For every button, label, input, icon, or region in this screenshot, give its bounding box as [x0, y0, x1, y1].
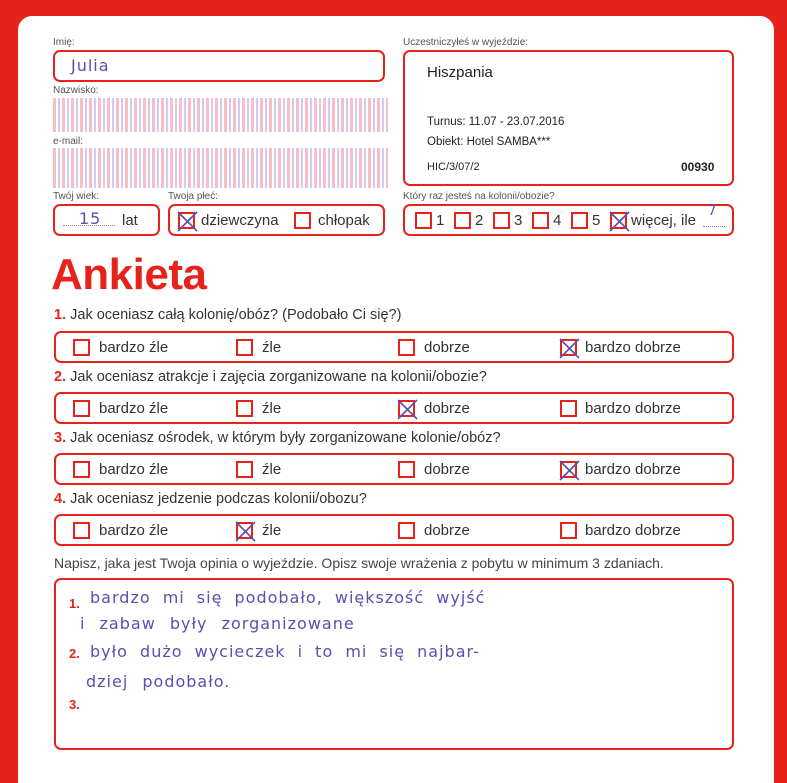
check-mark-icon: [609, 211, 630, 232]
q2-checkbox-bardzo-dobrze[interactable]: [560, 400, 577, 417]
question-3-number: 3.: [54, 430, 67, 446]
opinion-number-2: 2.: [69, 646, 80, 661]
q4-checkbox-bardzo-dobrze[interactable]: [560, 522, 577, 539]
question-4: [54, 491, 367, 507]
q2-option-zle: źle: [262, 400, 282, 417]
times-label: Który raz jesteś na kolonii/obozie?: [403, 191, 555, 202]
trip-number: 00930: [681, 160, 715, 174]
check-mark-icon: [559, 460, 580, 481]
email-redacted: [53, 148, 388, 188]
email-label: e-mail:: [53, 136, 84, 147]
q1-option-bardzo-dobrze: bardzo dobrze: [585, 339, 681, 356]
plec-label: Twoja płeć:: [168, 191, 219, 202]
plec-checkbox-chlopak[interactable]: [294, 212, 311, 229]
q4-option-dobrze: dobrze: [424, 522, 470, 539]
opinion-line-3: było dużo wycieczek i to mi się najbar-: [90, 642, 480, 661]
wiek-label: Twój wiek:: [53, 191, 100, 202]
imie-field[interactable]: [53, 50, 385, 82]
question-1-answers: [54, 331, 734, 363]
opinion-line-2: i zabaw były zorganizowane: [80, 614, 355, 633]
nazwisko-redacted: [53, 98, 388, 132]
check-mark-icon: [397, 399, 418, 420]
question-4-text: Jak oceniasz jedzenie podczas kolonii/obozu?: [70, 491, 367, 507]
times-checkbox-1[interactable]: [415, 212, 432, 229]
times-option-3: 3: [514, 212, 523, 229]
q2-option-bardzo-dobrze: bardzo dobrze: [585, 400, 681, 417]
q4-checkbox-zle[interactable]: [236, 522, 253, 539]
times-option-5: 5: [592, 212, 601, 229]
check-mark-icon: [177, 211, 198, 232]
opinion-line-1: bardzo mi się podobało, większość wyjść: [90, 588, 486, 607]
q4-option-bardzo-dobrze: bardzo dobrze: [585, 522, 681, 539]
trip-obiekt: Obiekt: Hotel SAMBA***: [427, 136, 551, 148]
trip-turnus: Turnus: 11.07 - 23.07.2016: [427, 116, 565, 128]
q2-checkbox-dobrze[interactable]: [398, 400, 415, 417]
trip-destination: Hiszpania: [427, 64, 493, 81]
question-1-number: 1.: [54, 307, 67, 323]
check-mark-icon: [559, 338, 580, 359]
trip-box: [403, 50, 734, 186]
times-dotted-line: [703, 226, 725, 227]
times-checkbox-5[interactable]: [571, 212, 588, 229]
times-option-4: 4: [553, 212, 562, 229]
times-checkbox-3[interactable]: [493, 212, 510, 229]
q1-checkbox-zle[interactable]: [236, 339, 253, 356]
times-checkbox-4[interactable]: [532, 212, 549, 229]
survey-title: Ankieta: [51, 250, 207, 299]
question-3: [54, 430, 501, 446]
trip-label: Uczestniczyłeś w wyjeździe:: [403, 37, 529, 48]
opinion-textarea[interactable]: [54, 578, 734, 750]
trip-code: HIC/3/07/2: [427, 161, 480, 173]
times-option-1: 1: [436, 212, 445, 229]
question-2-answers: [54, 392, 734, 424]
q3-checkbox-zle[interactable]: [236, 461, 253, 478]
q2-checkbox-bardzo-zle[interactable]: [73, 400, 90, 417]
question-3-answers: [54, 453, 734, 485]
plec-option-chlopak: chłopak: [318, 212, 370, 229]
q3-checkbox-bardzo-dobrze[interactable]: [560, 461, 577, 478]
question-3-text: Jak oceniasz ośrodek, w którym były zorganizowane kolonie/obóz?: [70, 430, 501, 446]
times-group: [403, 204, 734, 236]
plec-group: [168, 204, 385, 236]
q3-option-bardzo-zle: bardzo źle: [99, 461, 169, 478]
times-checkbox-2[interactable]: [454, 212, 471, 229]
q4-option-zle: źle: [262, 522, 282, 539]
question-4-number: 4.: [54, 491, 67, 507]
q1-checkbox-bardzo-dobrze[interactable]: [560, 339, 577, 356]
q4-option-bardzo-zle: bardzo źle: [99, 522, 169, 539]
opinion-number-3: 3.: [69, 697, 80, 712]
wiek-unit: lat: [122, 212, 138, 229]
q1-option-zle: źle: [262, 339, 282, 356]
q4-checkbox-bardzo-zle[interactable]: [73, 522, 90, 539]
wiek-field[interactable]: [53, 204, 160, 236]
plec-checkbox-dziewczyna[interactable]: [178, 212, 195, 229]
q3-checkbox-dobrze[interactable]: [398, 461, 415, 478]
question-2-text: Jak oceniasz atrakcje i zajęcia zorganizowane na kolonii/obozie?: [70, 369, 487, 385]
times-option-more: więcej, ile: [631, 212, 697, 229]
times-more-value: 7: [708, 204, 718, 219]
imie-label: Imię:: [53, 37, 75, 48]
q1-option-dobrze: dobrze: [424, 339, 470, 356]
q3-checkbox-bardzo-zle[interactable]: [73, 461, 90, 478]
check-mark-icon: [235, 521, 256, 542]
imie-value: Julia: [71, 56, 110, 75]
q1-checkbox-dobrze[interactable]: [398, 339, 415, 356]
question-1-text: Jak oceniasz całą kolonię/obóz? (Podobało Ci się?): [70, 307, 402, 323]
question-1: [54, 307, 401, 323]
q1-checkbox-bardzo-zle[interactable]: [73, 339, 90, 356]
times-option-2: 2: [475, 212, 484, 229]
nazwisko-label: Nazwisko:: [53, 85, 99, 96]
plec-option-dziewczyna: dziewczyna: [201, 212, 279, 229]
q2-checkbox-zle[interactable]: [236, 400, 253, 417]
q2-option-dobrze: dobrze: [424, 400, 470, 417]
wiek-value: 15: [79, 209, 102, 228]
opinion-prompt: Napisz, jaka jest Twoja opinia o wyjeździe. Opisz swoje wrażenia z pobytu w minimum 3 zdaniach.: [54, 555, 664, 571]
q1-option-bardzo-zle: bardzo źle: [99, 339, 169, 356]
question-2-number: 2.: [54, 369, 67, 385]
q4-checkbox-dobrze[interactable]: [398, 522, 415, 539]
q3-option-dobrze: dobrze: [424, 461, 470, 478]
q2-option-bardzo-zle: bardzo źle: [99, 400, 169, 417]
question-4-answers: [54, 514, 734, 546]
times-checkbox-more[interactable]: [610, 212, 627, 229]
q3-option-bardzo-dobrze: bardzo dobrze: [585, 461, 681, 478]
opinion-line-4: dziej podobało.: [86, 672, 231, 691]
opinion-number-1: 1.: [69, 596, 80, 611]
question-2: [54, 369, 487, 385]
q3-option-zle: źle: [262, 461, 282, 478]
